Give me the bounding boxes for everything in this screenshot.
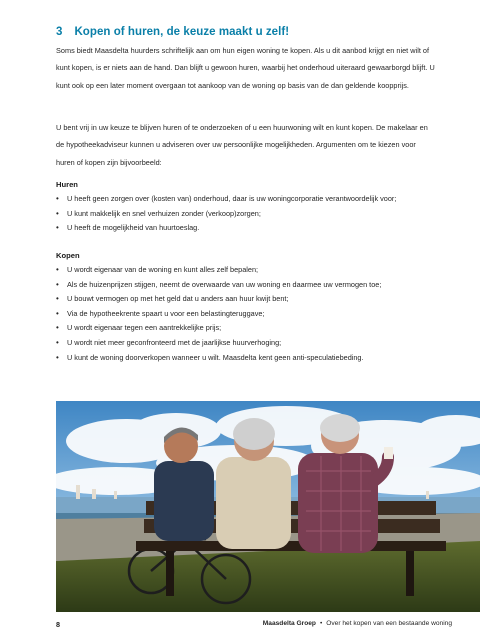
list-item-text: U kunt de woning doorverkopen wanneer u wilt. Maasdelta kent geen anti-speculatiebeding. — [67, 352, 364, 362]
list-item — [56, 321, 436, 336]
intro-paragraph: Soms biedt Maasdelta huurders schriftelijk aan om hun eigen woning te kopen. Als u dit aanbod krijgt en niet wilt of kunt kopen, is er niets aan de hand. Dan blijft u gewoon huren, waarbij het onderhoud uiteraard gewaarborgd blijft. U kunt ook op een later moment overgaan tot aankoop van de woning op basis van de dan geldende koopprijs. — [56, 46, 435, 90]
bullet-icon: • — [56, 308, 59, 318]
list-item — [56, 192, 436, 207]
kopen-heading: Kopen — [56, 251, 80, 260]
company-name: Maasdelta Groep — [262, 620, 316, 627]
kopen-list — [56, 263, 436, 365]
bullet-icon: • — [56, 352, 59, 362]
list-item — [56, 307, 436, 322]
footer-title — [263, 620, 452, 627]
section-number: 3 — [56, 26, 63, 38]
huren-heading: Huren — [56, 180, 78, 189]
list-item-text: U wordt eigenaar tegen een aantrekkelijke prijs; — [67, 323, 222, 333]
section-title: Kopen of huren, de keuze maakt u zelf! — [74, 26, 290, 38]
separator-dot: • — [319, 620, 323, 627]
list-item-text: U kunt makkelijk en snel verhuizen zonder (verkoop)zorgen; — [67, 208, 261, 218]
document-subtitle: Over het kopen van een bestaande woning — [326, 620, 452, 627]
huren-list — [56, 192, 436, 236]
list-item-text: U heeft geen zorgen over (kosten van) onderhoud, daar is uw woningcorporatie verantwoordelijk voor; — [67, 194, 397, 203]
bullet-icon: • — [56, 323, 59, 333]
bullet-icon: • — [56, 194, 59, 203]
choice-paragraph: U bent vrij in uw keuze te blijven huren of te onderzoeken of u een huurwoning wilt en kunt kopen. De makelaar en de hypotheekadviseur kunnen u adviseren over uw persoonlijke mogelijkheden. Argumenten om te kiezen voor huren of kopen zijn bijvoorbeeld: — [56, 123, 428, 167]
list-item — [56, 336, 436, 351]
section-heading — [56, 26, 289, 38]
bullet-icon: • — [56, 337, 59, 347]
list-item — [56, 292, 436, 307]
list-item — [56, 207, 436, 222]
list-item-text: U wordt niet meer geconfronteerd met de jaarlijkse huurverhoging; — [67, 337, 282, 347]
photo-elderly-on-bench — [56, 401, 480, 612]
bullet-icon: • — [56, 265, 59, 274]
bullet-icon: • — [56, 294, 59, 304]
list-item-text: Via de hypotheekrente spaart u voor een belastingteruggave; — [67, 308, 265, 318]
list-item — [56, 221, 436, 236]
bullet-icon: • — [56, 208, 59, 218]
list-item-text: U heeft de mogelijkheid van huurtoeslag. — [67, 223, 200, 233]
list-item-text: U bouwt vermogen op met het geld dat u anders aan huur kwijt bent; — [67, 294, 289, 304]
list-item — [56, 263, 436, 278]
bullet-icon: • — [56, 223, 59, 233]
page-number: 8 — [56, 620, 60, 629]
bullet-icon: • — [56, 279, 59, 289]
list-item-text: Als de huizenprijzen stijgen, neemt de overwaarde van uw woning en daarmee uw vermogen toe; — [67, 279, 382, 289]
list-item — [56, 278, 436, 293]
page-footer — [0, 620, 480, 634]
list-item — [56, 351, 436, 366]
list-item-text: U wordt eigenaar van de woning en kunt alles zelf bepalen; — [67, 265, 259, 274]
